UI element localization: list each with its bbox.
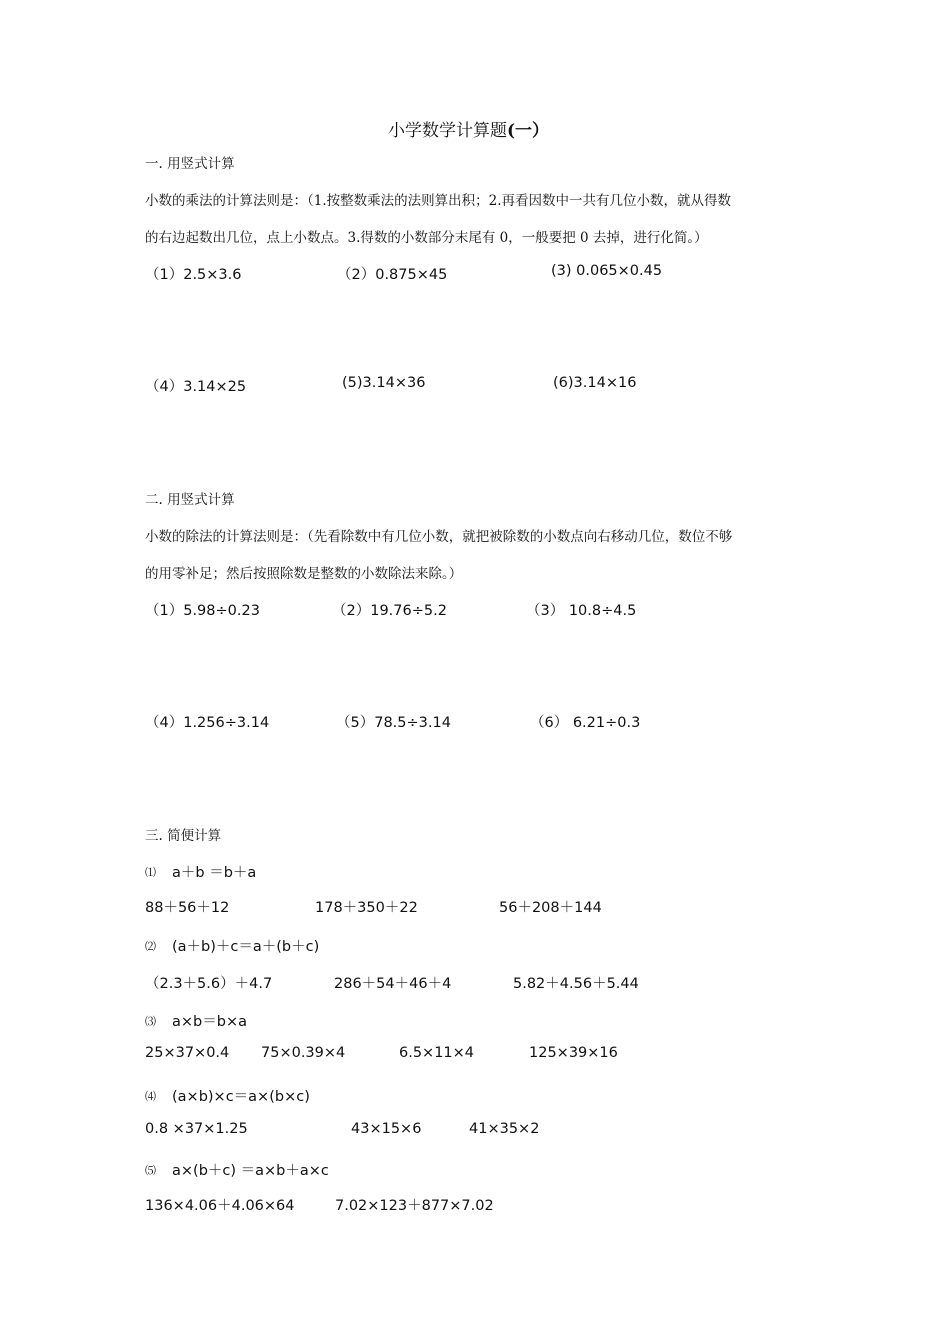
- problem-1-6: (6)3.14×16: [553, 375, 637, 391]
- law-4-formula: (a×b)×c＝a×(b×c): [172, 1089, 310, 1105]
- problem-2-3: （3） 10.8÷4.5: [526, 603, 637, 619]
- law-5-number: ⑸: [145, 1164, 156, 1177]
- law-2-formula: (a＋b)＋c＝a＋(b＋c): [172, 939, 320, 955]
- problem-2-2: （2）19.76÷5.2: [332, 603, 447, 619]
- law-3-problem-2: 75×0.39×4: [261, 1045, 346, 1061]
- section2-rule-line2: 的用零补足；然后按照除数是整数的小数除法来除。）: [145, 566, 463, 582]
- section1-heading: 一. 用竖式计算: [145, 156, 235, 172]
- problem-1-5: (5)3.14×36: [342, 375, 426, 391]
- law-3-problem-1: 25×37×0.4: [145, 1045, 230, 1061]
- problem-1-3: (3) 0.065×0.45: [551, 263, 663, 279]
- problem-2-1: （1）5.98÷0.23: [145, 603, 260, 619]
- law-5-problem-1: 136×4.06＋4.06×64: [145, 1198, 295, 1214]
- law-4-number: ⑷: [145, 1090, 156, 1103]
- title-paren: (一）: [507, 121, 550, 141]
- problem-2-6: （6） 6.21÷0.3: [530, 715, 641, 731]
- law-3-problem-3: 6.5×11×4: [399, 1045, 475, 1061]
- law-1-problem-2: 178＋350＋22: [315, 900, 418, 916]
- law-3-number: ⑶: [145, 1015, 156, 1028]
- problem-1-1: （1）2.5×3.6: [145, 267, 242, 283]
- law-1-problem-1: 88＋56＋12: [145, 900, 230, 916]
- problem-1-4: （4）3.14×25: [145, 379, 247, 395]
- law-1-number: ⑴: [145, 866, 156, 879]
- title-main: 小学数学计算题: [388, 121, 507, 141]
- problem-2-5: （5）78.5÷3.14: [336, 715, 451, 731]
- law-5-formula: a×(b＋c) ＝a×b＋a×c: [172, 1163, 329, 1179]
- law-4-problem-3: 41×35×2: [469, 1121, 540, 1137]
- problem-2-4: （4）1.256÷3.14: [145, 715, 270, 731]
- section1-rule-line1: 小数的乘法的计算法则是：（1.按整数乘法的法则算出积；2.再看因数中一共有几位小数，就从得数: [145, 193, 732, 209]
- law-2-problem-3: 5.82＋4.56＋5.44: [513, 976, 639, 992]
- law-3-formula: a×b＝b×a: [172, 1014, 247, 1030]
- section3-heading: 三. 简便计算: [145, 828, 222, 844]
- problem-1-2: （2）0.875×45: [337, 267, 448, 283]
- law-2-problem-2: 286＋54＋46＋4: [334, 976, 452, 992]
- section2-rule-line1: 小数的除法的计算法则是：（先看除数中有几位小数，就把被除数的小数点向右移动几位，数位不够: [145, 529, 733, 545]
- law-3-problem-4: 125×39×16: [529, 1045, 618, 1061]
- law-1-formula: a＋b ＝b＋a: [172, 865, 257, 881]
- law-4-problem-2: 43×15×6: [351, 1121, 422, 1137]
- section2-heading: 二. 用竖式计算: [145, 492, 235, 508]
- law-2-number: ⑵: [145, 940, 156, 953]
- page-title: [388, 116, 549, 141]
- law-4-problem-1: 0.8 ×37×1.25: [145, 1121, 248, 1137]
- law-5-problem-2: 7.02×123＋877×7.02: [335, 1198, 494, 1214]
- law-1-problem-3: 56＋208＋144: [499, 900, 602, 916]
- law-2-problem-1: （2.3＋5.6）＋4.7: [145, 976, 273, 992]
- section1-rule-line2: 的右边起数出几位，点上小数点。3.得数的小数部分末尾有 0，一般要把 0 去掉，进行化简。）: [145, 230, 708, 246]
